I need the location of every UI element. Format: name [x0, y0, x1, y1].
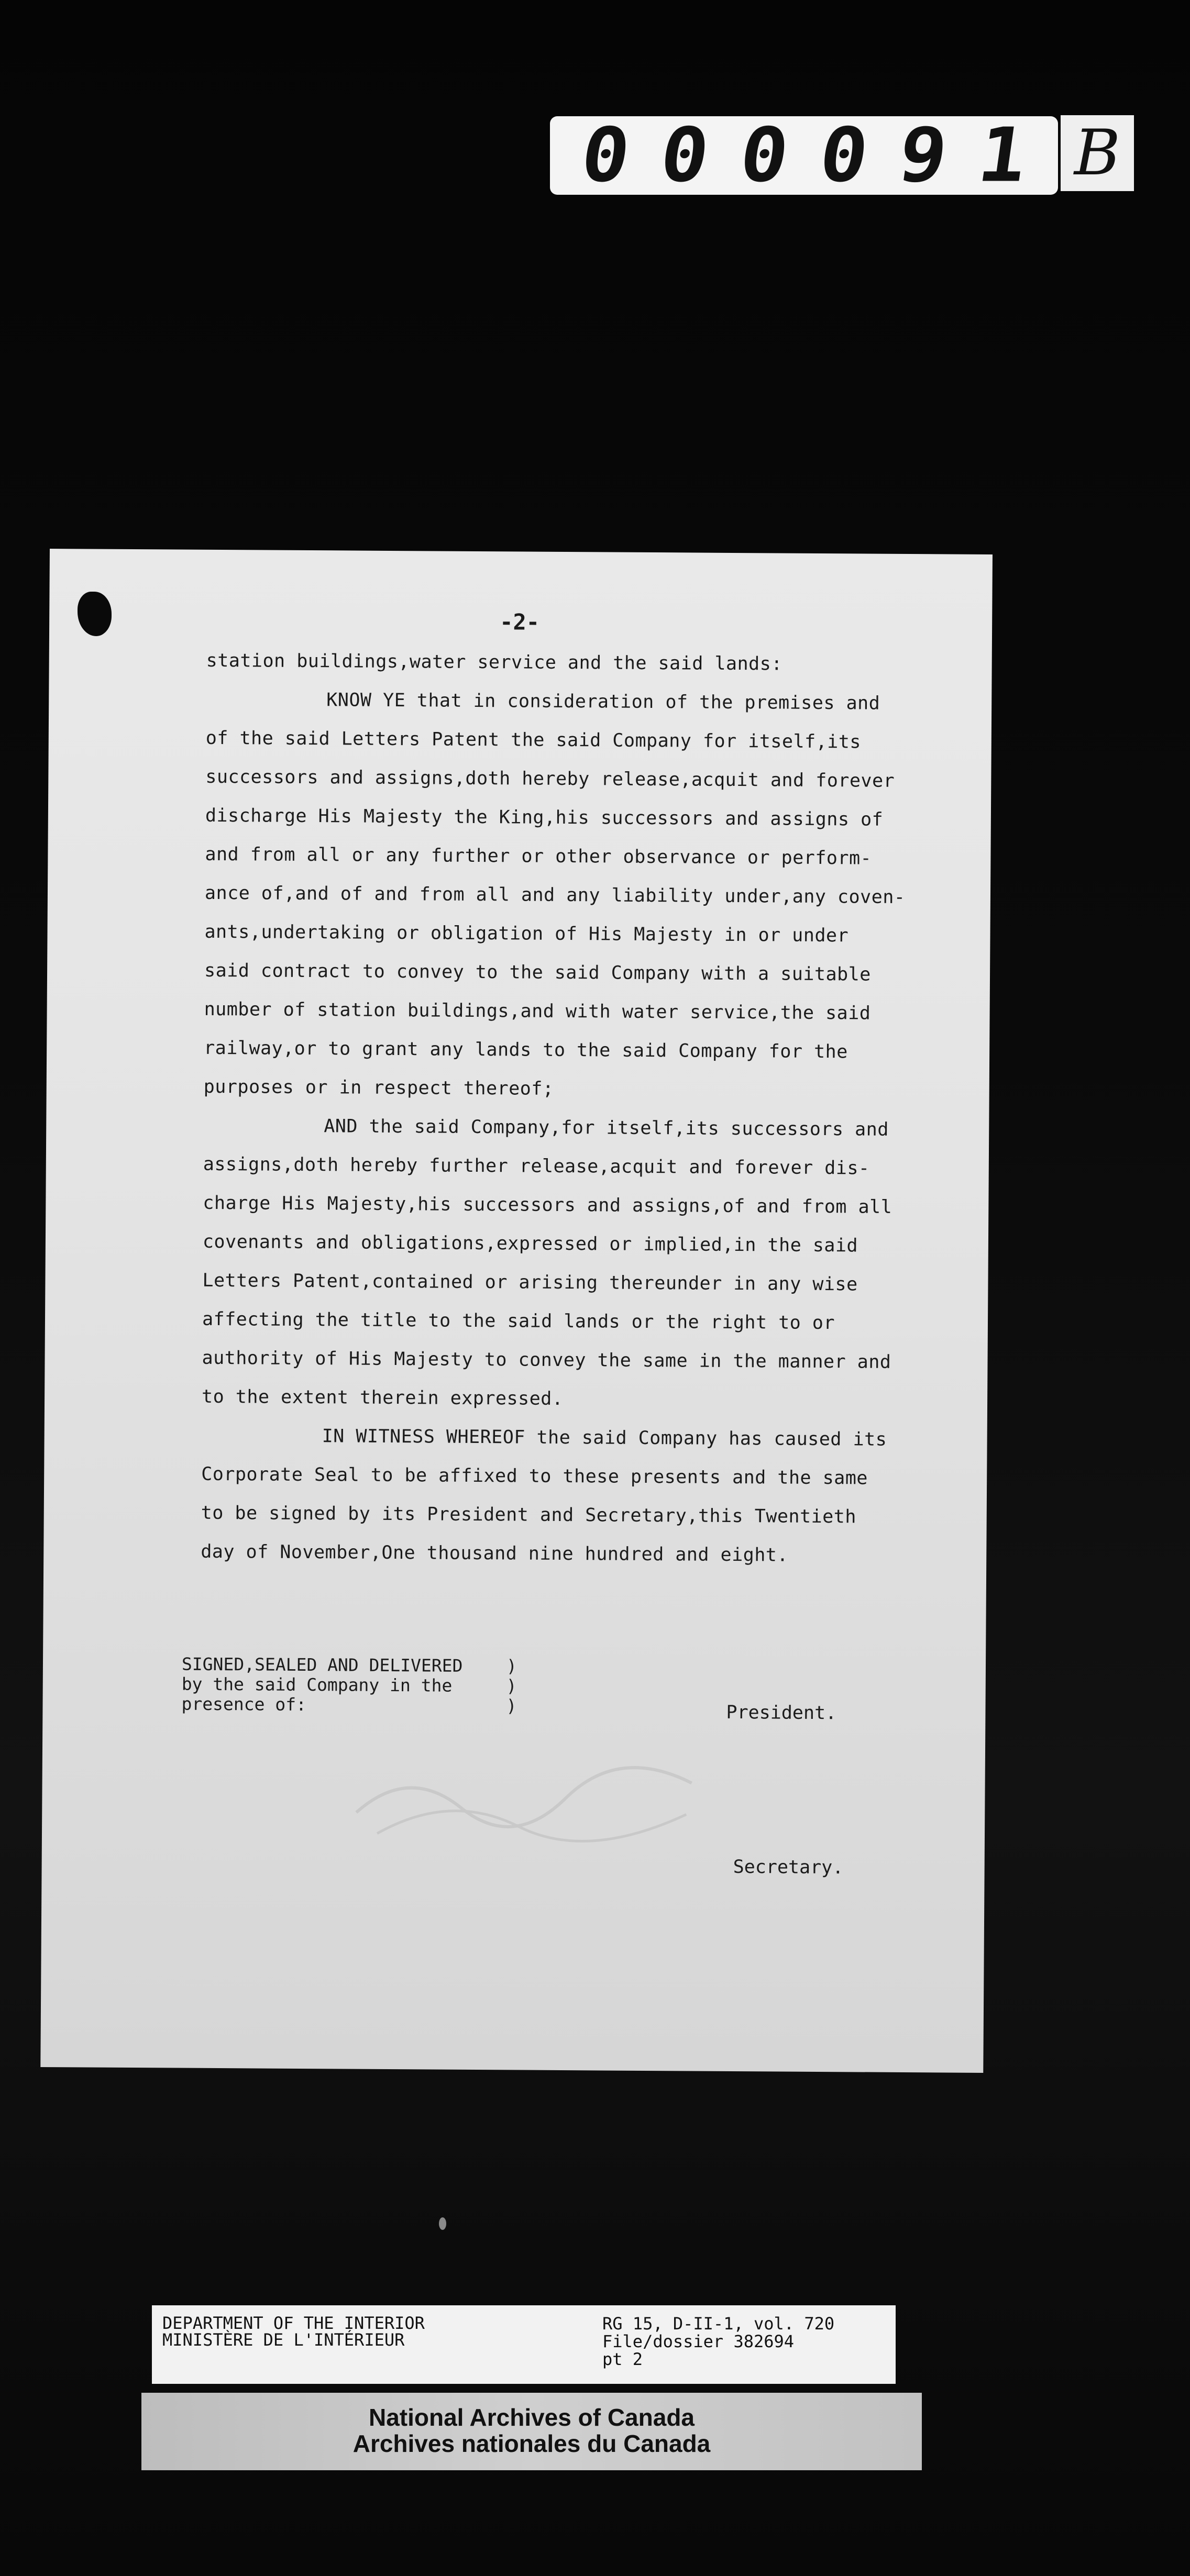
- record-group: RG 15, D-II-1, vol. 720: [602, 2314, 835, 2334]
- document-body: [201, 641, 971, 1576]
- counter-digit: 0: [576, 112, 635, 199]
- signed-line: SIGNED,SEALED AND DELIVERED: [181, 1653, 463, 1676]
- president-label: President.: [726, 1702, 837, 1724]
- document-line: KNOW YE that in consideration of the premises and: [326, 690, 880, 714]
- document-line: authority of His Majesty to convey the same in the manner and: [202, 1347, 891, 1373]
- department-label: [152, 2305, 896, 2384]
- document-line: assigns,doth hereby further release,acquit and forever dis-: [203, 1153, 870, 1179]
- counter-digit: 0: [814, 112, 874, 199]
- document-line: charge His Majesty,his successors and assigns,of and from all: [203, 1192, 893, 1218]
- archives-name-en: National Archives of Canada: [368, 2404, 695, 2431]
- department-name: [162, 2315, 425, 2348]
- page-number: -2-: [500, 609, 540, 635]
- document-line: railway,or to grant any lands to the said Company for the: [204, 1037, 848, 1063]
- document-line: ance of,and of and from all and any liability under,any coven-: [204, 882, 906, 908]
- part-number: pt 2: [602, 2349, 643, 2369]
- document-line: number of station buildings,and with water service,the said: [204, 998, 871, 1024]
- counter-digit: 9: [893, 112, 953, 199]
- faint-stamp-mark: [346, 1734, 713, 1851]
- file-number: File/dossier 382694: [602, 2331, 795, 2351]
- signed-line: presence of:: [181, 1693, 307, 1715]
- signed-line: by the said Company in the: [181, 1673, 453, 1696]
- counter-digit: 1: [973, 112, 1032, 199]
- secretary-label: Secretary.: [733, 1857, 844, 1879]
- frame-counter: [550, 112, 1058, 199]
- document-line: covenants and obligations,expressed or implied,in the said: [202, 1231, 858, 1257]
- archives-label: [141, 2393, 922, 2470]
- document-line: affecting the title to the said lands or the right to or: [202, 1308, 835, 1334]
- document-line: Letters Patent,contained or arising thereunder in any wise: [202, 1270, 858, 1295]
- dust-speck: [439, 2217, 446, 2230]
- document-line: Corporate Seal to be affixed to these presents and the same: [201, 1463, 868, 1489]
- document-line: purposes or in respect thereof;: [203, 1076, 554, 1100]
- archives-name-fr: Archives nationales du Canada: [352, 2430, 711, 2457]
- document-line: to the extent therein expressed.: [201, 1386, 564, 1410]
- department-name-en: DEPARTMENT OF THE INTERIOR: [162, 2313, 425, 2333]
- signed-sealed-block: [181, 1655, 462, 1716]
- file-reference: [602, 2315, 834, 2368]
- document-page: [40, 549, 993, 2073]
- document-line: AND the said Company,for itself,its successors and: [324, 1116, 889, 1140]
- document-line: day of November,One thousand nine hundred and eight.: [201, 1541, 789, 1566]
- counter-digit: 0: [734, 112, 794, 199]
- document-line: said contract to convey to the said Company with a suitable: [204, 960, 871, 985]
- document-line: to be signed by its President and Secretary,this Twentieth: [201, 1502, 857, 1528]
- document-line: of the said Letters Patent the said Company for itself,its: [205, 727, 862, 753]
- document-line: successors and assigns,doth hereby release,acquit and forever: [205, 766, 895, 792]
- roll-letter: B: [1061, 115, 1134, 191]
- bracket-marks: ) ) ): [506, 1656, 517, 1716]
- document-line: and from all or any further or other observance or perform-: [205, 843, 872, 869]
- document-line: station buildings,water service and the said lands:: [206, 650, 783, 675]
- document-line: ants,undertaking or obligation of His Majesty in or under: [204, 921, 849, 947]
- document-line: discharge His Majesty the King,his successors and assigns of: [205, 805, 884, 830]
- department-name-fr: MINISTÈRE DE L'INTÉRIEUR: [162, 2330, 405, 2350]
- counter-digit: 0: [655, 112, 715, 199]
- document-line: IN WITNESS WHEREOF the said Company has caused its: [322, 1426, 887, 1450]
